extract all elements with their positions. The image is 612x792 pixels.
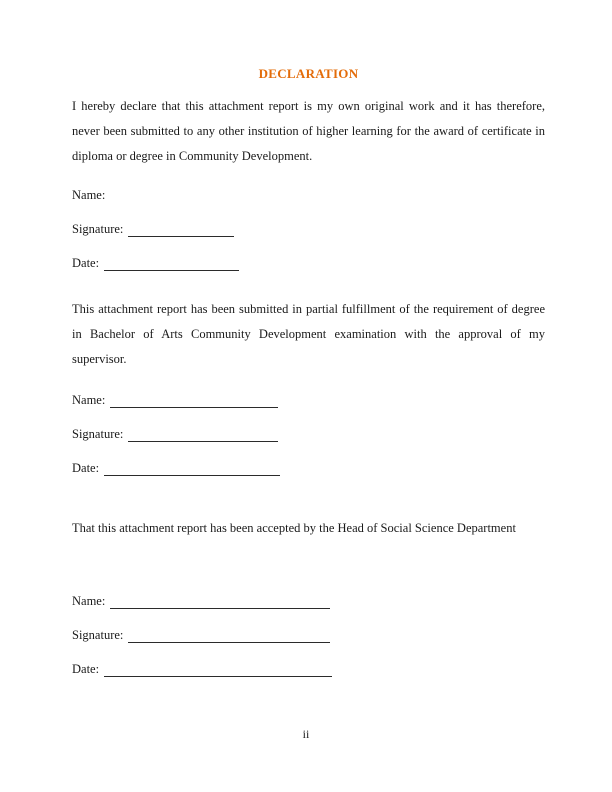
name-blank-line	[110, 394, 278, 408]
signature-blank-line	[128, 428, 278, 442]
declaration-paragraph-2: This attachment report has been submitted in partial fulfillment of the requirement of degree in Bachelor of Arts Community Development examination with the approval of my supervisor.	[72, 302, 545, 366]
section1-name-field	[72, 187, 545, 203]
section3-date-field	[72, 661, 545, 677]
signature-blank-line	[128, 629, 330, 643]
date-label: Date:	[72, 461, 100, 475]
name-label: Name:	[72, 594, 106, 608]
signature-label: Signature:	[72, 628, 124, 642]
signature-label: Signature:	[72, 427, 124, 441]
name-blank-line	[110, 595, 330, 609]
section2-signature-field	[72, 426, 545, 442]
declaration-title: DECLARATION	[258, 66, 359, 81]
date-blank-line	[104, 462, 280, 476]
section3-signature-field	[72, 627, 545, 643]
declaration-paragraph-3: That this attachment report has been accepted by the Head of Social Science Department	[72, 521, 516, 535]
section1-date-field	[72, 255, 545, 271]
section2-name-field	[72, 392, 545, 408]
section1-signature-field	[72, 221, 545, 237]
name-label: Name:	[72, 188, 106, 202]
section3-name-field	[72, 593, 545, 609]
name-label: Name:	[72, 393, 106, 407]
date-blank-line	[104, 663, 332, 677]
signature-blank-line	[128, 223, 234, 237]
declaration-paragraph-1: I hereby declare that this attachment report is my own original work and it has therefore, never been submitted to any other institution of higher learning for the award of certificate in diploma or degree in Community Development.	[72, 99, 545, 163]
date-label: Date:	[72, 662, 100, 676]
page-number: ii	[302, 727, 310, 741]
section2-date-field	[72, 460, 545, 476]
signature-label: Signature:	[72, 222, 124, 236]
date-blank-line	[104, 257, 239, 271]
date-label: Date:	[72, 256, 100, 270]
